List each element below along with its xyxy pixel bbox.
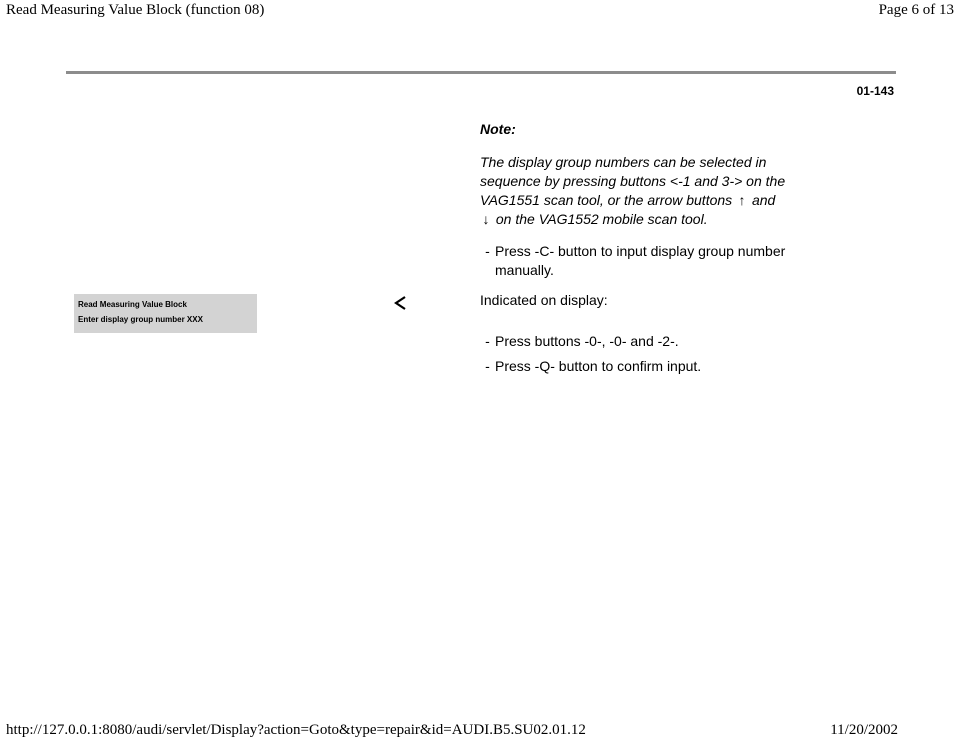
step-text: Press buttons -0-, -0- and -2-.	[495, 333, 679, 349]
display-screen-box	[74, 294, 257, 333]
header-rule	[66, 71, 896, 74]
note-text	[480, 153, 810, 229]
step-item	[480, 242, 810, 280]
note-text-part-1: The display group numbers can be selected in sequence by pressing buttons <-1 and 3-> on the VAG1551 scan tool, or the arrow buttons	[480, 154, 786, 208]
header-page-number: Page 6 of 13	[878, 2, 954, 18]
document-number: 01-143	[856, 84, 894, 98]
up-arrow-icon: ↑	[738, 192, 746, 208]
step-text: Press -Q- button to confirm input.	[495, 358, 702, 374]
step-dash: -	[485, 243, 490, 259]
indicated-on-display-label: Indicated on display:	[480, 292, 608, 308]
header-title: Read Measuring Value Block (function 08)	[6, 2, 265, 18]
footer-url: http://127.0.0.1:8080/audi/servlet/Display?action=Goto&type=repair&id=AUDI.B5.SU02.01.12	[6, 722, 586, 738]
footer-date: 11/20/2002	[830, 722, 898, 738]
step-text: Press -C- button to input display group number manually.	[495, 243, 786, 278]
left-chevron-icon	[394, 296, 406, 310]
note-text-part-2: and	[751, 192, 776, 208]
step-item	[480, 332, 810, 351]
display-line-2: Enter display group number XXX	[78, 315, 203, 324]
step-item	[480, 357, 810, 376]
down-arrow-icon: ↓	[482, 211, 490, 227]
step-dash: -	[485, 333, 490, 349]
note-text-part-3: on the VAG1552 mobile scan tool.	[495, 211, 708, 227]
note-label: Note:	[480, 121, 516, 137]
step-dash: -	[485, 358, 490, 374]
display-line-1: Read Measuring Value Block	[78, 300, 187, 309]
